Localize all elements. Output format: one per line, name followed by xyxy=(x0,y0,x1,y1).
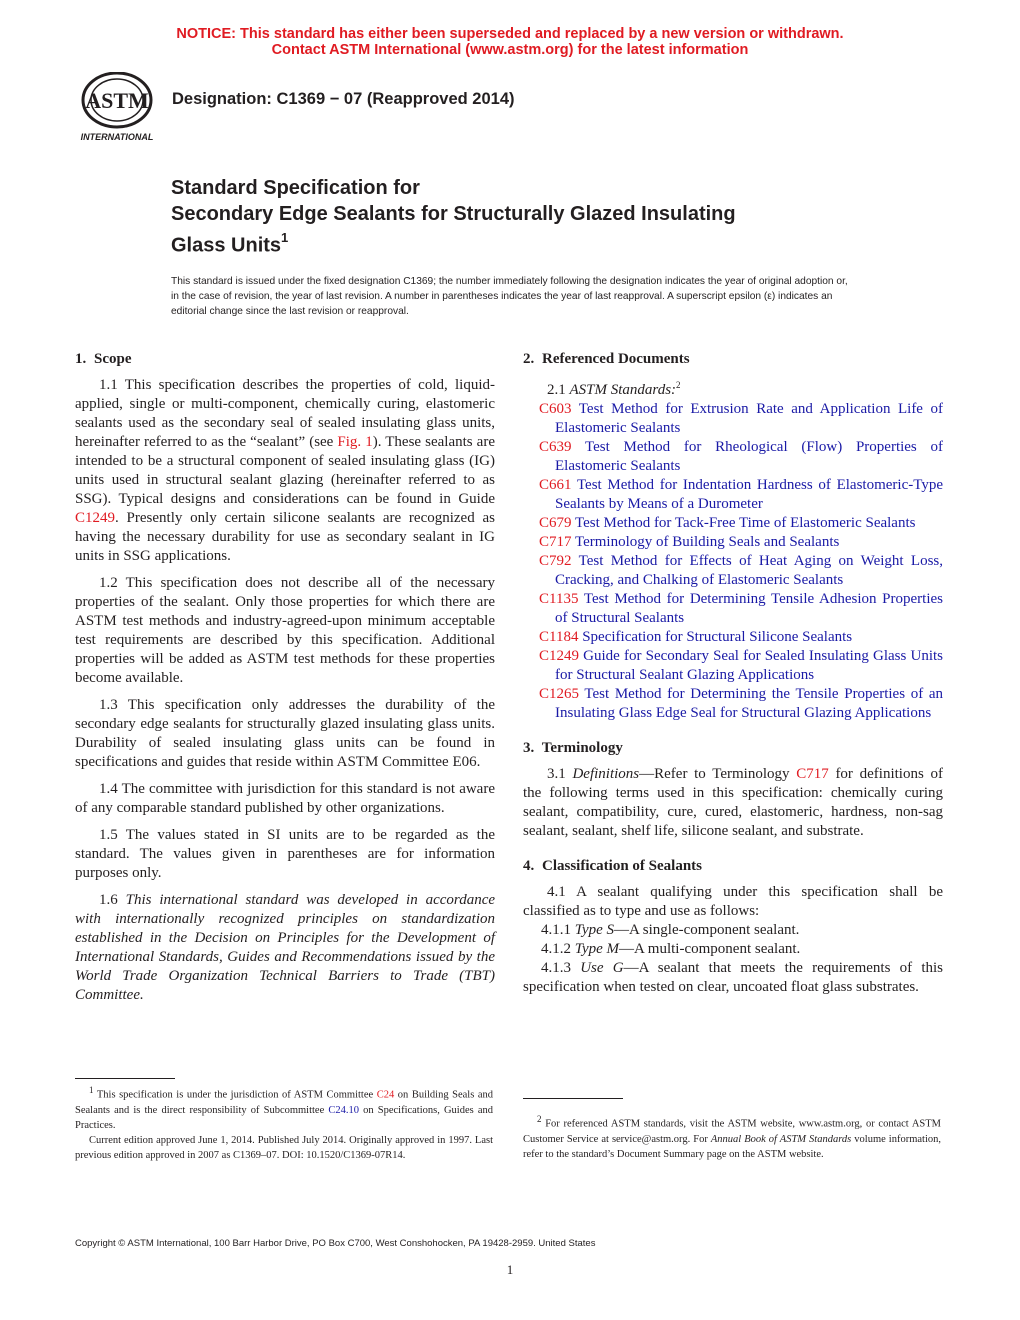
classification-4-1-3: 4.1.3 Use G—A sealant that meets the requirements of this specification when tested on clear, uncoated float glass substrates. xyxy=(523,960,943,995)
reference-item[interactable]: C603 Test Method for Extrusion Rate and Application Life of Elastomeric Sealants xyxy=(539,401,944,436)
designation: Designation: C1369 − 07 (Reapproved 2014) xyxy=(172,90,515,108)
scope-heading: 1. Scope xyxy=(75,351,132,367)
left-column xyxy=(75,350,495,1013)
scope-1-2: 1.2 This specification does not describe all of the necessary properties of the sealant. Only those properties for which there are ASTM test methods and industry-agreed-upon minimum acceptable test requirements are described by this specification. Additional properties will be added as ASTM test methods for these properties become available. xyxy=(75,575,495,686)
reference-item[interactable]: C661 Test Method for Indentation Hardness of Elastomeric-Type Sealants by Means of a Durometer xyxy=(539,477,943,512)
scope-1-5: 1.5 The values stated in SI units are to be regarded as the standard. The values given in parentheses are for information purposes only. xyxy=(75,827,495,881)
c717-link[interactable]: C717 xyxy=(796,766,829,782)
title-line-3: Glass Units xyxy=(171,234,282,257)
reference-item[interactable]: C1265 Test Method for Determining the Tensile Properties of an Insulating Glass Edge Seal for Structural Glazing Applications xyxy=(539,686,944,721)
footnote-1: $^1$ This specification is under the jurisdiction of ASTM Committee C24 on Building Seals and Sealants and is the direct responsibility of Subcommittee C24.10 on Specifications, Guides and Practices. Current edition approved June 1, 2014. Published July 2014. Originally approved in 1997. Last previous edition approved in 2007 as C1369–07. DOI: 10.1520/C1369-07R14. xyxy=(75,1085,493,1161)
c24-link[interactable]: C24 xyxy=(376,1089,395,1101)
reference-item[interactable]: C792 Test Method for Effects of Heat Aging on Weight Loss, Cracking, and Chalking of Elastomeric Sealants xyxy=(539,553,943,588)
right-column xyxy=(523,350,943,997)
reference-item[interactable]: C639 Test Method for Rheological (Flow) Properties of Elastomeric Sealants xyxy=(539,439,944,474)
document-title xyxy=(171,175,871,259)
classification-4-1: 4.1 A sealant qualifying under this specification shall be classified as to type and use as follows: xyxy=(523,884,943,919)
classification-4-1-2: 4.1.2 Type M—A multi-component sealant. xyxy=(541,941,801,957)
terminology-3-1: 3.1 Definitions—Refer to Terminology C717 for definitions of the following terms used in this specification: chemically curing sealant, compatibility, cure, cured, elastomeric, hardness, non-sag sealant, sealant, shelf life, silicone sealant, and substrate. xyxy=(523,766,943,839)
title-line-2: Secondary Edge Sealants for Structurally Glazed Insulating xyxy=(171,203,736,225)
svg-text:INTERNATIONAL: INTERNATIONAL xyxy=(80,132,154,142)
reference-list xyxy=(523,400,943,723)
notice-line-2: Contact ASTM International (www.astm.org) for the latest information xyxy=(271,42,749,58)
reference-item[interactable]: C1184 Specification for Structural Silicone Sealants xyxy=(539,629,853,645)
withdrawal-notice xyxy=(0,26,1020,58)
copyright: Copyright © ASTM International, 100 Barr Harbor Drive, PO Box C700, West Conshohocken, PA 19428-2959. United States xyxy=(75,1238,596,1249)
reference-item[interactable]: C1135 Test Method for Determining Tensile Adhesion Properties of Structural Sealants xyxy=(539,591,943,626)
c24-10-link[interactable]: C24.10 xyxy=(328,1104,360,1116)
scope-1-3: 1.3 This specification only addresses the durability of the secondary edge sealants for structurally glazed insulating glass units. Durability of sealed insulating glass units can be found in specifications and guides that reside within ASTM Committee E06. xyxy=(75,697,495,770)
classification-heading: 4. Classification of Sealants xyxy=(523,858,703,874)
footnote-rule-left xyxy=(75,1078,175,1079)
svg-text:ASTM: ASTM xyxy=(85,88,149,113)
notice-line-1: NOTICE: This standard has either been superseded and replaced by a new version or withdrawn. xyxy=(176,26,844,42)
scope-1-4: 1.4 The committee with jurisdiction for this standard is not aware of any comparable standard published by other organizations. xyxy=(75,781,495,816)
page-number: 1 xyxy=(506,1262,514,1277)
reference-item[interactable]: C679 Test Method for Tack-Free Time of Elastomeric Sealants xyxy=(539,515,916,531)
title-line-1: Standard Specification for xyxy=(171,177,420,199)
classification-4-1-1: 4.1.1 Type S—A single-component sealant. xyxy=(541,922,800,938)
refdocs-heading: 2. Referenced Documents xyxy=(523,351,690,367)
terminology-heading: 3. Terminology xyxy=(523,740,623,756)
c1249-link[interactable]: C1249 xyxy=(75,510,116,526)
fig-1-link[interactable]: Fig. 1 xyxy=(337,434,373,450)
refdocs-intro: 2.1 ASTM Standards:$^2$ xyxy=(547,380,681,398)
issued-note: This standard is issued under the fixed designation C1369; the number immediately following the designation indicates the year of original adoption or, in the case of revision, the year of last revision. A number in parentheses indicates the year of last reapproval. A superscript epsilon (ε) indicates an editorial change since the last revision or reapproval. xyxy=(171,276,848,317)
footnote-rule-right xyxy=(523,1098,623,1099)
scope-1-1: 1.1 This specification describes the properties of cold, liquid-applied, single or multi-component, chemically curing, elastomeric sealants used as the secondary seal of sealed insulating glass units, hereinafter referred to as the “sealant” (see Fig. 1). These sealants are intended to be a structural component of sealed insulating glass (IG) units used in structural sealant glazing (hereinafter referred to as SSG). Typical designs and considerations can be found in Guide C1249. Presently only certain silicone sealants are recognized as having the necessary durability for use as secondary sealant in IG units in SSG applications. xyxy=(75,377,495,564)
title-footnote-mark: 1 xyxy=(281,230,289,245)
reference-item[interactable]: C1249 Guide for Secondary Seal for Sealed Insulating Glass Units for Structural Sealant Glazing Applications xyxy=(539,648,943,683)
astm-logo-icon xyxy=(72,72,162,144)
scope-1-6: 1.6 This international standard was developed in accordance with internationally recognized principles on standardization established in the Decision on Principles for the Development of International Standards, Guides and Recommendations issued by the World Trade Organization Technical Barriers to Trade (TBT) Committee. xyxy=(75,892,496,1003)
reference-item[interactable]: C717 Terminology of Building Seals and Sealants xyxy=(539,534,840,550)
footnote-2: $^2$ For referenced ASTM standards, visit the ASTM website, www.astm.org, or contact ASTM Customer Service at service@astm.org. For Annual Book of ASTM Standards volume information, refer to the standard’s Document Summary page on the ASTM website. xyxy=(523,1114,942,1160)
